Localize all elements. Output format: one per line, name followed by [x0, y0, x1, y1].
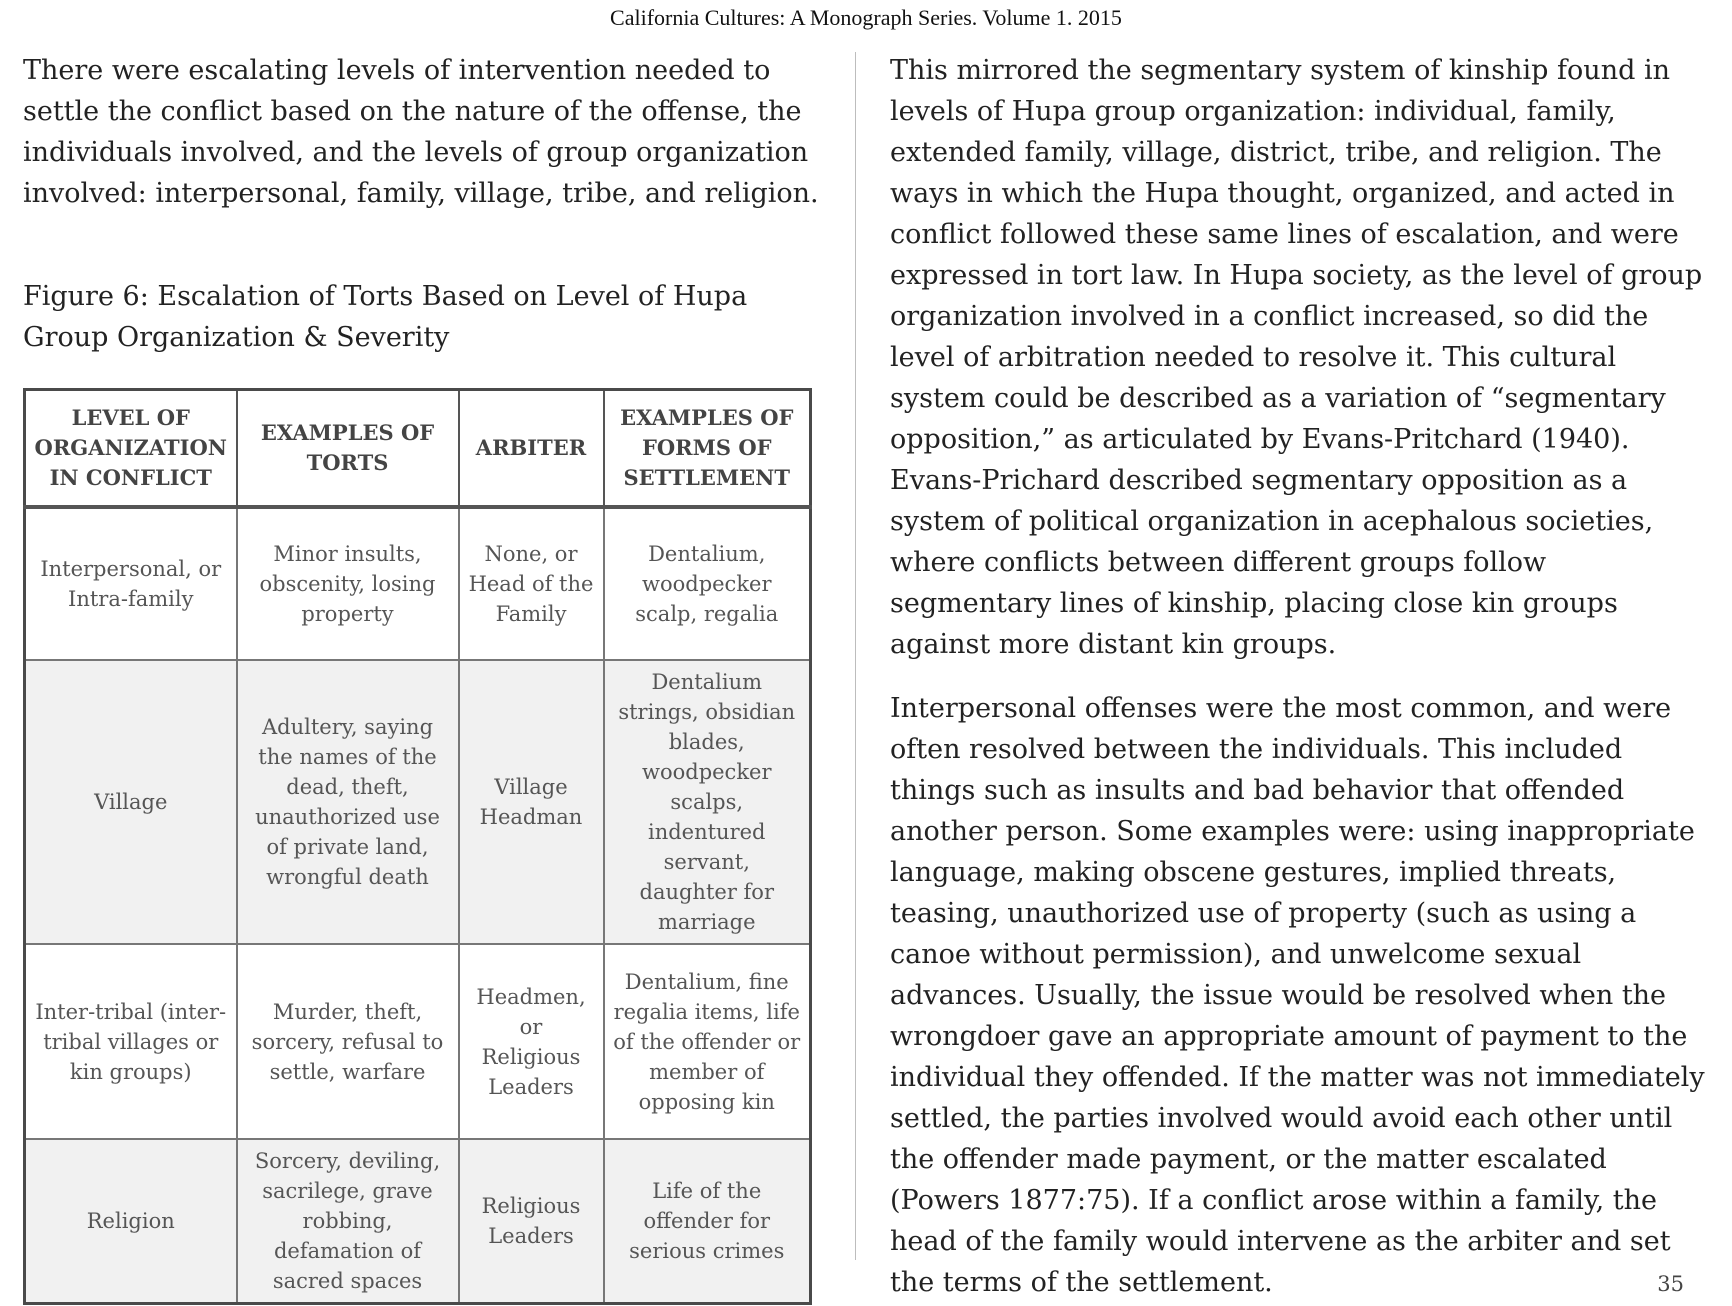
table-cell: Religion: [25, 1139, 237, 1304]
table-cell: Life of the offender for serious crimes: [604, 1139, 811, 1304]
table-cell: Village: [25, 660, 237, 944]
header-level-of-organization: LEVEL OF ORGANIZATION IN CONFLICT: [25, 390, 237, 508]
table-cell: Dentalium, fine regalia items, life of the offender or member of opposing kin: [604, 944, 811, 1139]
table-cell: Dentalium strings, obsidian blades, woodpecker scalps, indentured servant, daughter for marriage: [604, 660, 811, 944]
table-row: [25, 507, 811, 660]
intro-paragraph: There were escalating levels of intervention needed to settle the conflict based on the nature of the offense, the individuals involved, and the levels of group organization involved: interpersonal, family, village, tribe, and religion.: [23, 55, 819, 209]
running-header: California Cultures: A Monograph Series. Volume 1. 2015: [610, 5, 1122, 30]
header-arbiter: ARBITER: [459, 390, 604, 508]
table-row: [25, 660, 811, 944]
figure-caption: Figure 6: Escalation of Torts Based on Level of Hupa Group Organization & Severity: [23, 281, 748, 353]
table-cell: Adultery, saying the names of the dead, theft, unauthorized use of private land, wrongful death: [237, 660, 459, 944]
column-divider: [855, 52, 856, 1260]
table-row: [25, 944, 811, 1139]
table-cell: Village Headman: [459, 660, 604, 944]
table-cell: Murder, theft, sorcery, refusal to settle, warfare: [237, 944, 459, 1139]
header-forms-of-settlement: EXAMPLES OF FORMS OF SETTLEMENT: [604, 390, 811, 508]
table-cell: Religious Leaders: [459, 1139, 604, 1304]
page-number: 35: [1657, 1272, 1684, 1296]
table-cell: Minor insults, obscenity, losing property: [237, 507, 459, 660]
table-cell: Headmen, or Religious Leaders: [459, 944, 604, 1139]
table-cell: Inter-tribal (inter-tribal villages or kin groups): [25, 944, 237, 1139]
table-row: [25, 1139, 811, 1304]
left-column: [23, 50, 823, 358]
torts-table: [23, 388, 812, 1305]
right-column: [890, 50, 1710, 1303]
header-examples-of-torts: EXAMPLES OF TORTS: [237, 390, 459, 508]
right-paragraph-1: This mirrored the segmentary system of kinship found in levels of Hupa group organization: individual, family, extended family, village, district, tribe, and religion. The ways in which the Hupa thought, organized, and acted in conflict followed these same lines of escalation, and were expressed in tort law. In Hupa society, as the level of group organization involved in a conflict increased, so did the level of arbitration needed to resolve it. This cultural system could be described as a variation of “segmentary opposition,” as articulated by Evans-Pritchard (1940). Evans-Prichard described segmentary opposition as a system of political organization in acephalous societies, where conflicts between different groups follow segmentary lines of kinship, placing close kin groups against more distant kin groups.: [890, 55, 1703, 660]
table-header-row: [25, 390, 811, 508]
table-cell: None, or Head of the Family: [459, 507, 604, 660]
table-cell: Sorcery, deviling, sacrilege, grave robbing, defamation of sacred spaces: [237, 1139, 459, 1304]
right-paragraph-2: Interpersonal offenses were the most common, and were often resolved between the individuals. This included things such as insults and bad behavior that offended another person. Some examples were: using inappropriate language, making obscene gestures, implied threats, teasing, unauthorized use of property (such as using a canoe without permission), and unwelcome sexual advances. Usually, the issue would be resolved when the wrongdoer gave an appropriate amount of payment to the individual they offended. If the matter was not immediately settled, the parties involved would avoid each other until the offender made payment, or the matter escalated (Powers 1877:75). If a conflict arose within a family, the head of the family would intervene as the arbiter and set the terms of the settlement.: [890, 693, 1705, 1298]
table-cell: Dentalium, woodpecker scalp, regalia: [604, 507, 811, 660]
table-cell: Interpersonal, or Intra-family: [25, 507, 237, 660]
